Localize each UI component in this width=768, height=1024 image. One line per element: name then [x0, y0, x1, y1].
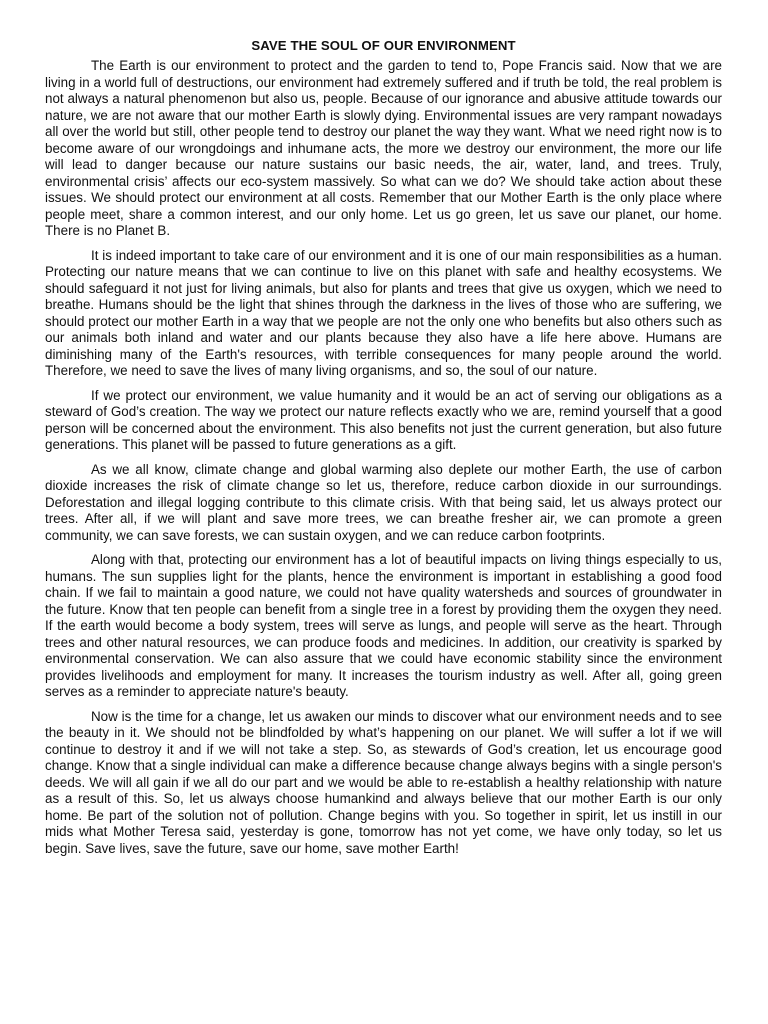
paragraph-1: The Earth is our environment to protect and the garden to tend to, Pope Francis said. Now that we are living in a world full of destructions, our environment had extremely suffered and if truth be told, the real problem is not always a natural phenomenon but also us, people. Because of our ignorance and abusive attitude towards our nature, we are not aware that our mother Earth is slowly dying. Environmental issues are very rampant nowadays all over the world but still, other people tend to destroy our planet the way they want. What we need right now is to become aware of our wrongdoings and inhumane acts, the more we destroy our environment, the more our life will lead to danger because our nature sustains our basic needs, the air, water, land, and trees. Truly, environmental crisis’ affects our eco-system massively. So what can we do? We should take action about these issues. We should protect our environment at all costs. Remember that our Mother Earth is the only place where people meet, share a common interest, and our only home. Let us go green, let us save our planet, our home. There is no Planet B. — [45, 58, 722, 238]
paragraph-4: As we all know, climate change and global warming also deplete our mother Earth, the use of carbon dioxide increases the risk of climate change so let us, therefore, reduce carbon dioxide in our surroundings. Deforestation and illegal logging contribute to this climate crisis. With that being said, let us always protect our trees. After all, if we will plant and save more trees, we can breathe fresher air, we can promote a green community, we can save forests, we can sustain oxygen, and we can reduce carbon footprints. — [45, 461, 722, 543]
document-title: SAVE THE SOUL OF OUR ENVIRONMENT — [251, 38, 516, 53]
paragraph-5: Along with that, protecting our environment has a lot of beautiful impacts on living things especially to us, humans. The sun supplies light for the plants, hence the environment is important in establishing a good food chain. If we fail to maintain a good nature, we could not have quality watersheds and sources of groundwater in the future. Know that ten people can benefit from a single tree in a forest by providing them the oxygen they need. If the earth would become a body system, trees will serve as lungs, and people will serve as the heart. Through trees and other natural resources, we can produce foods and medicines. In addition, our creativity is sparked by environmental conservation. We can also assure that we could have economic stability since the environment provides livelihoods and employment for many. It increases the tourism industry as well. After all, going green serves as a reminder to appreciate nature's beauty. — [45, 552, 722, 699]
paragraph-6: Now is the time for a change, let us awaken our minds to discover what our environment needs and to see the beauty in it. We should not be blindfolded by what’s happening on our planet. We will suffer a lot if we will continue to destroy it and if we will not take a step. So, as stewards of God’s creation, let us encourage good change. Know that a single individual can make a difference because change always begins with a single person's deeds. We will all gain if we all do our part and we would be able to re-establish a healthy relationship with nature as a result of this. So, let us always choose humankind and always believe that our mother Earth is our only home. Be part of the solution not of pollution. Change begins with you. So together in spirit, let us instill in our mids what Mother Teresa said, yesterday is gone, tomorrow has not yet come, we have only today, so let us begin. Save lives, save the future, save our home, save mother Earth! — [45, 708, 722, 856]
paragraph-2: It is indeed important to take care of our environment and it is one of our main responsibilities as a human. Protecting our nature means that we can continue to live on this planet with safe and healthy ecosystems. We should safeguard it not just for living animals, but also for plants and trees that give us oxygen, which we need to breathe. Humans should be the light that shines through the darkness in the lives of those who are suffering, we should protect our mother Earth in a way that we people are not the only one who benefits but also others such as our animals both inland and water and our plants because they also have a life here above. Humans are diminishing many of the Earth's resources, with terrible consequences for many people around the world. Therefore, we need to save the lives of many living organisms, and so, the soul of our nature. — [45, 247, 722, 378]
document-page — [45, 36, 722, 865]
paragraph-3: If we protect our environment, we value humanity and it would be an act of serving our obligations as a steward of God’s creation. The way we protect our nature reflects exactly who we are, remind yourself that a good person will be concerned about the environment. This also benefits not just the current generation, but also future generations. This planet will be passed to future generations as a gift. — [45, 387, 722, 452]
